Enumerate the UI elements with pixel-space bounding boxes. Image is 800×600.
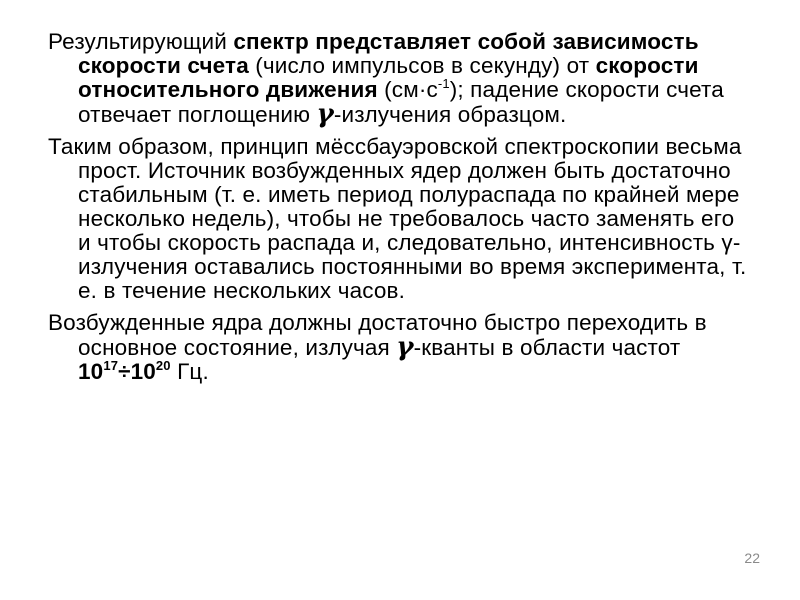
bold-term-spectrum: спектр представляет собой зависимость скорости счета: [78, 29, 699, 78]
paragraph-spectrum-definition: [48, 30, 748, 127]
text-segment: (число импульсов в секунду) от: [248, 53, 596, 78]
text-segment: -кванты в области частот: [413, 335, 681, 360]
bold-term-velocity: скорости относительного движения: [78, 53, 699, 102]
paragraph-mossbauer-principle: [48, 135, 748, 303]
bold-frequency-range: ÷10: [118, 359, 156, 384]
text-segment: ); падение скорости счета отвечает поглощению: [78, 77, 724, 127]
superscript: 17: [103, 358, 119, 373]
paragraph-excited-nuclei: [48, 311, 748, 384]
superscript: 20: [155, 358, 171, 373]
text-segment: Гц.: [170, 359, 209, 384]
gamma-symbol: γ: [316, 99, 334, 129]
superscript: -1: [437, 76, 450, 91]
text-segment: Результирующий: [48, 29, 234, 54]
bold-frequency-base: 10: [78, 359, 104, 384]
text-segment: -излучения образцом.: [333, 102, 567, 127]
text-segment: Таким образом, принцип мёссбауэровской спектроскопии весьма прост. Источник возбужденных ядер должен быть достаточно стабильным (т. е. иметь период полураспада по крайней мере несколько недель), чтобы не требовалось часто заменять его и чтобы скорость распада и, следовательно, интенсивность γ-излучения оставались постоянными во время эксперимента, т. е. в течение нескольких часов.: [48, 134, 747, 303]
slide-content: [48, 30, 748, 392]
text-segment: Возбужденные ядра должны достаточно быстро переходить в основное состояние, излучая: [48, 310, 707, 360]
page-number: 22: [744, 550, 760, 566]
text-segment: (см·с: [377, 77, 438, 102]
gamma-symbol: γ: [396, 332, 414, 362]
